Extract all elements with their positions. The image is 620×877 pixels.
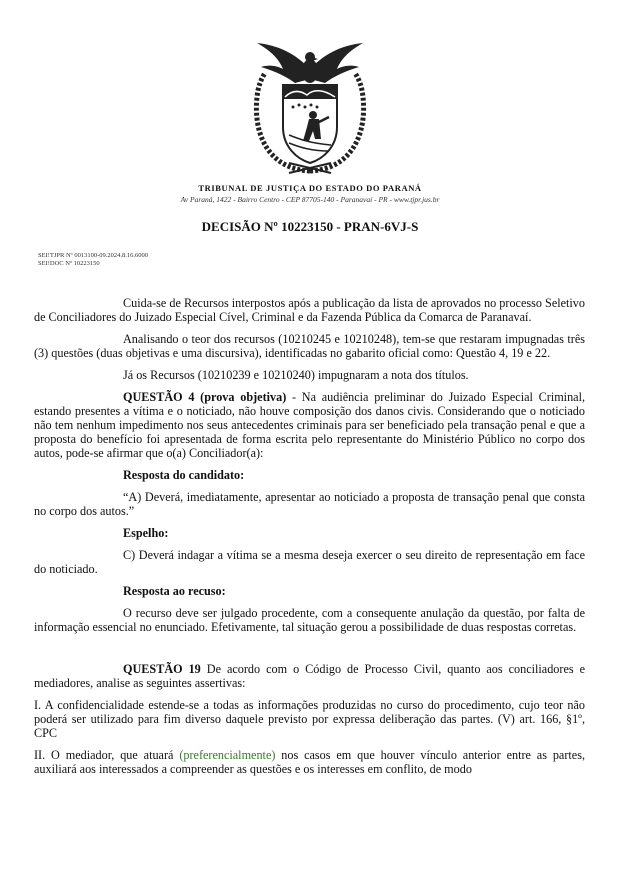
sei-process-number: SEI!TJPR Nº 0013100-09.2024.8.16.6000: [38, 252, 148, 259]
appeal-response-text: O recurso deve ser julgado procedente, com a consequente anulação da questão, por falta de informação essencial no enunciado. Efetivamente, tal situação gerou a possibilidade de duas respostas corretas.: [34, 606, 585, 634]
question-4-paragraph: [34, 390, 585, 460]
document-references: [38, 252, 148, 268]
candidate-answer-text: “A) Deverá, imediatamente, apresentar ao noticiado a proposta de transação penal que consta no corpo dos autos.”: [34, 490, 585, 518]
court-address: Av Paraná, 1422 - Bairro Centro - CEP 87705-140 - Paranavaí - PR - www.tjpr.jus.br: [180, 195, 440, 204]
question-19-text: De acordo com o Código de Processo Civil, quanto aos conciliadores e mediadores, analise as seguintes assertivas:: [34, 662, 585, 690]
question-4-text: - Na audiência preliminar do Juizado Especial Criminal, estando presentes a vítima e o noticiado, não houve composição dos danos civis. Considerando que o noticiado não tem nenhum impedimento nos seus antecedentes criminais para ser beneficiado pela transação penal e que a proposta do benefício foi apresentada de forma escrita pelo representante do Ministério Público no corpo dos autos, pode-se afirmar que o(a) Conciliador(a):: [34, 390, 586, 460]
assertion-item-2: [34, 748, 585, 776]
court-name: TRIBUNAL DE JUSTIÇA DO ESTADO DO PARANÁ: [198, 183, 422, 193]
question-4-heading: QUESTÃO 4 (prova objetiva): [123, 390, 287, 404]
highlighted-term: (preferencialmente): [179, 748, 276, 762]
answer-key-label: Espelho:: [123, 526, 169, 540]
sei-document-number: SEI!DOC Nº 10223150: [38, 260, 100, 267]
assertion-item-2-end: nos casos em que houver vínculo anterior entre as partes, auxiliará aos interessados a compreender as questões e os interesses em conflito, de modo: [34, 748, 585, 776]
coat-of-arms-icon: [249, 35, 371, 177]
section-spacer: [34, 642, 585, 662]
document-title: DECISÃO Nº 10223150 - PRAN-6VJ-S: [201, 219, 419, 234]
answer-key-text: C) Deverá indagar a vítima se a mesma deseja exercer o seu direito de representação em face do noticiado.: [34, 548, 585, 576]
assertion-item-2-start: II. O mediador, que atuará: [34, 748, 180, 762]
question-19-heading: QUESTÃO 19: [123, 662, 201, 676]
appeal-response-label: Resposta ao recuso:: [123, 584, 226, 598]
question-19-paragraph: [34, 662, 585, 690]
paragraph-analysis: Analisando o teor dos recursos (10210245 e 10210248), tem-se que restaram impugnadas três (3) questões (duas objetivas e uma discursiva), identificadas no gabarito oficial como: Questão 4, 19 e 22.: [34, 332, 585, 360]
paragraph-titles: Já os Recursos (10210239 e 10210240) impugnaram a nota dos títulos.: [123, 368, 469, 382]
assertion-item-1: I. A confidencialidade estende-se a todas as informações produzidas no curso do procedimento, cujo teor não poderá ser utilizado para fim diverso daquele previsto por expressa deliberação das partes. (V) art. 166, §1º, CPC: [34, 698, 585, 740]
paragraph-intro: Cuida-se de Recursos interpostos após a publicação da lista de aprovados no processo Seletivo de Conciliadores do Juizado Especial Cível, Criminal e da Fazenda Pública da Comarca de Paranavaí.: [34, 296, 585, 324]
candidate-answer-label: Resposta do candidato:: [123, 468, 245, 482]
decision-body: [34, 296, 585, 784]
